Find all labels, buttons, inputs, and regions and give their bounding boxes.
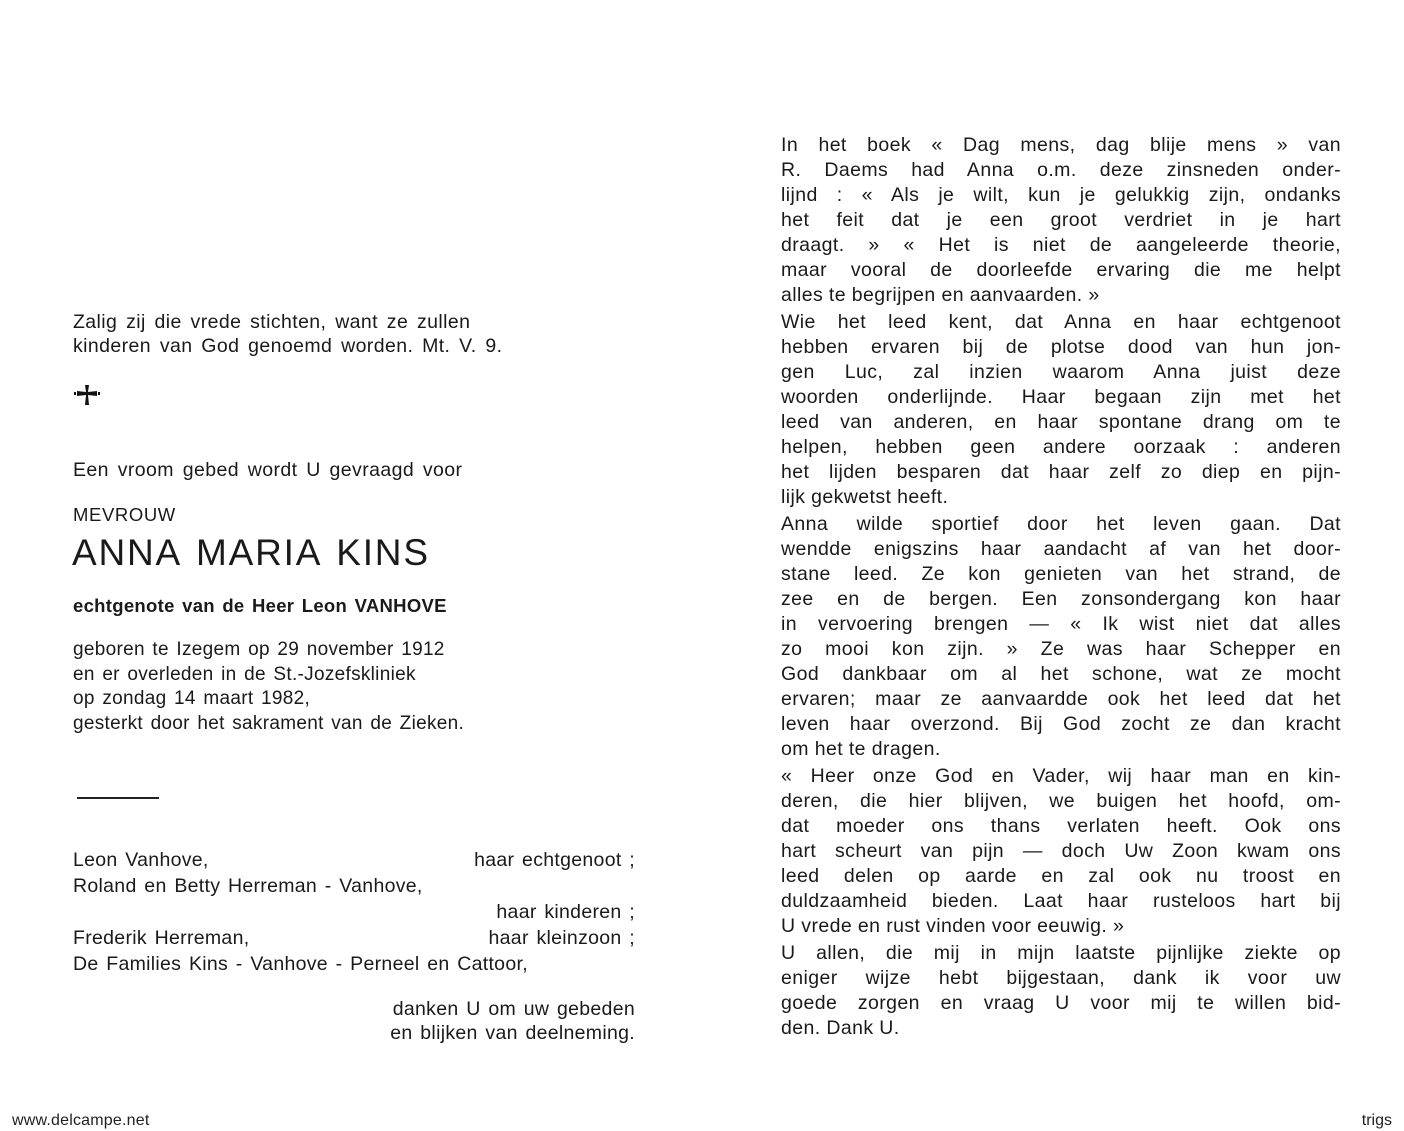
text-line: U allen, die mij in mijn laatste pijnlijke ziekte op	[781, 942, 1341, 964]
watermark-site: www.delcampe.net	[12, 1112, 150, 1129]
quote-line: kinderen van God genoemd worden. Mt. V. 9.	[73, 335, 503, 357]
text-line: R. Daems had Anna o.m. deze zinsneden onder-	[781, 159, 1341, 181]
text-line: leed van anderen, en haar spontane drang om te	[781, 411, 1341, 433]
text-line: zee en de bergen. Een zonsondergang kon haar	[781, 588, 1341, 610]
cross-icon	[73, 383, 101, 407]
closing-line: en blijken van deelneming.	[390, 1022, 635, 1044]
spouse-line: echtgenote van de Heer Leon VANHOVE	[73, 595, 447, 616]
text-line: het feit dat je een groot verdriet in je hart	[781, 209, 1341, 231]
bio-line: gesterkt door het sakrament van de Zieken.	[73, 712, 465, 734]
paragraph-book-quote	[781, 133, 1341, 308]
text-line: eniger wijze hebt bijgestaan, dank ik voor uw	[781, 967, 1341, 989]
family-row	[73, 927, 635, 953]
bio-line: geboren te Izegem op 29 november 1912	[73, 639, 445, 660]
family-role: haar echtgenoot ;	[474, 849, 635, 871]
bio-line: op zondag 14 maart 1982,	[73, 688, 311, 709]
text-line: alles te begrijpen en aanvaarden. »	[781, 284, 1100, 306]
closing-line: danken U om uw gebeden	[392, 998, 635, 1020]
text-line: woorden onderlijnde. Haar begaan zijn met het	[781, 386, 1341, 408]
family-row	[73, 901, 635, 927]
paragraph-thanks	[781, 941, 1341, 1041]
family-row	[73, 953, 635, 979]
text-line: leed delen op aarde en zal ook nu troost en	[781, 865, 1341, 887]
text-line: U vrede en rust vinden voor eeuwig. »	[781, 915, 1125, 937]
text-line: Wie het leed kent, dat Anna en haar echtgenoot	[781, 311, 1341, 333]
text-line: maar vooral de doorleefde ervaring die me helpt	[781, 259, 1341, 281]
divider	[77, 797, 159, 799]
family-name: De Families Kins - Vanhove - Perneel en Cattoor,	[73, 953, 528, 975]
paragraph-grief	[781, 310, 1341, 510]
family-role: haar kinderen ;	[496, 901, 635, 923]
honorific: MEVROUW	[73, 504, 176, 525]
text-line: Anna wilde sportief door het leven gaan. Dat	[781, 513, 1341, 535]
bible-quote	[73, 310, 643, 358]
text-line: draagt. » « Het is niet de aangeleerde theorie,	[781, 234, 1341, 256]
text-line: duldzaamheid bieden. Laat haar rusteloos hart bij	[781, 890, 1341, 912]
text-line: deren, die hier blijven, we buigen het hoofd, om-	[781, 790, 1341, 812]
biography	[73, 638, 633, 736]
text-line: hart scheurt van pijn — doch Uw Zoon kwam ons	[781, 840, 1341, 862]
paragraph-life	[781, 512, 1341, 762]
text-line: het lijden besparen dat haar zelf zo diep en pijn-	[781, 461, 1341, 483]
text-line: lijk gekwetst heeft.	[781, 486, 949, 508]
text-line: « Heer onze God en Vader, wij haar man en kin-	[781, 765, 1341, 787]
family-name: Roland en Betty Herreman - Vanhove,	[73, 875, 423, 897]
paragraph-prayer	[781, 764, 1341, 939]
text-line: zo mooi kon zijn. » Ze was haar Schepper en	[781, 638, 1341, 660]
text-line: wendde enigszins haar aandacht af van het door-	[781, 538, 1341, 560]
text-line: ervaren; maar ze aanvaardde ook het leed dat het	[781, 688, 1341, 710]
text-line: den. Dank U.	[781, 1017, 900, 1039]
text-line: gen Luc, zal inzien waarom Anna juist deze	[781, 361, 1341, 383]
watermark-seller: trigs	[1361, 1112, 1392, 1129]
text-line: om het te dragen.	[781, 738, 941, 760]
prayer-request: Een vroom gebed wordt U gevraagd voor	[73, 459, 463, 481]
text-line: in vervoering brengen — « Ik wist niet dat alles	[781, 613, 1341, 635]
family-name: Frederik Herreman,	[73, 927, 250, 949]
family-role: haar kleinzoon ;	[488, 927, 635, 949]
text-line: lijnd : « Als je wilt, kun je gelukkig zijn, ondanks	[781, 184, 1341, 206]
text-line: God dankbaar om al het schone, wat ze mocht	[781, 663, 1341, 685]
family-list	[73, 849, 635, 979]
quote-line: Zalig zij die vrede stichten, want ze zullen	[73, 311, 471, 333]
closing-thanks	[390, 997, 635, 1045]
text-line: leven haar overzond. Bij God zocht ze dan kracht	[781, 713, 1341, 735]
family-name: Leon Vanhove,	[73, 849, 209, 871]
text-line: goede zorgen en vraag U voor mij te willen bid-	[781, 992, 1341, 1014]
text-line: stane leed. Ze kon genieten van het strand, de	[781, 563, 1341, 585]
text-line: dat moeder ons thans verlaten heeft. Ook ons	[781, 815, 1341, 837]
bio-line: en er overleden in de St.-Jozefskliniek	[73, 663, 416, 685]
deceased-name: ANNA MARIA KINS	[72, 532, 430, 573]
family-row	[73, 875, 635, 901]
text-line: hebben ervaren bij de plotse dood van hun jon-	[781, 336, 1341, 358]
text-line: In het boek « Dag mens, dag blije mens » van	[781, 134, 1341, 156]
family-row	[73, 849, 635, 875]
text-line: helpen, hebben geen andere oorzaak : anderen	[781, 436, 1341, 458]
memorial-text	[781, 133, 1341, 1043]
